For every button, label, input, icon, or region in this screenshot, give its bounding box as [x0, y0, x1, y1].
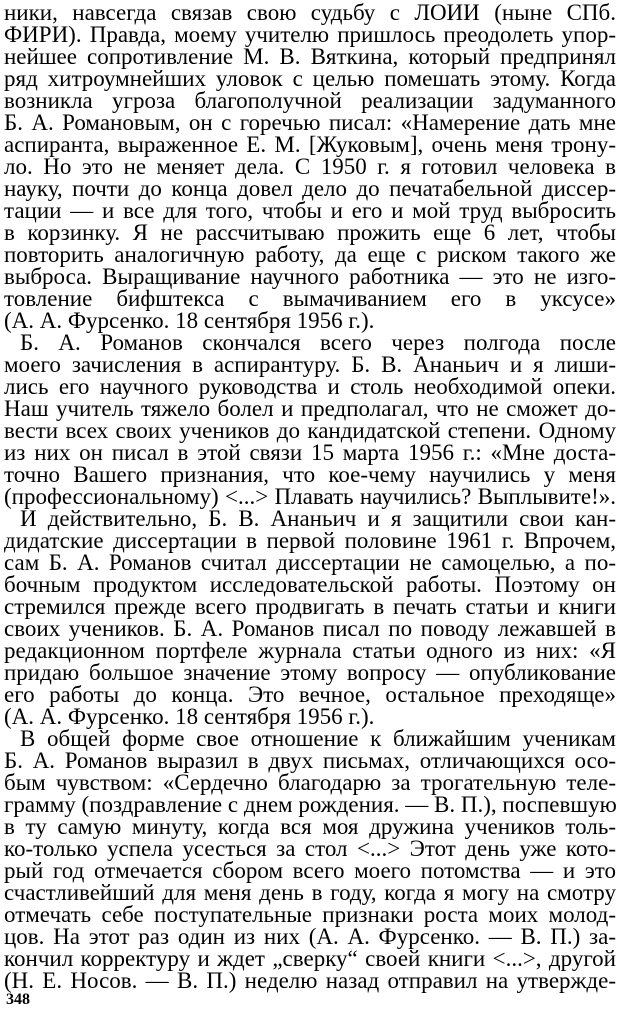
text-line: нейшее сопротивление М. В. Вяткина, который предпринял — [4, 44, 616, 69]
text-line: ники, навсегда связав свою судьбу с ЛОИИ (ныне СПб. — [4, 0, 616, 25]
text-line: Б. А. Романов выразил в двух письмах, отличающихся осо- — [4, 748, 616, 773]
text-line: ло. Но это не меняет дела. С 1950 г. я готовил человека в — [4, 154, 616, 179]
text-line: аспиранта, выраженное Е. М. [Жуковым], очень меня трону- — [4, 132, 616, 157]
text-line: грамму (поздравление с днем рождения. — В. П.), поспевшую — [4, 792, 617, 817]
text-line: в корзинку. Я не рассчитываю прожить еще 6 лет, чтобы — [4, 220, 616, 245]
book-page — [4, 0, 616, 1016]
text-line: точно Вашего признания, что кое-чему научились у меня — [4, 462, 616, 487]
text-line: науку, почти до конца довел дело до печатабельной диссер- — [4, 176, 616, 201]
text-line: лись его научного руководства и столь необходимой опеки. — [4, 374, 616, 399]
text-line: бым чувством: «Сердечно благодарю за трогательную теле- — [4, 770, 616, 795]
text-line: цов. На этот раз один из них (А. А. Фурсенко. — В. П.) за- — [4, 924, 616, 949]
text-line: (А. А. Фурсенко. 18 сентября 1956 г.). — [4, 308, 375, 333]
text-line: счастливейший для меня день в году, когда я могу на смотру — [4, 880, 616, 905]
text-line: стремился прежде всего продвигать в печать статьи и книги — [4, 594, 616, 619]
text-line: В общей форме свое отношение к ближайшим ученикам — [20, 726, 616, 751]
text-line: моего зачисления в аспирантуру. Б. В. Ананьич и я лиши- — [4, 352, 616, 377]
text-line: выброса. Выращивание научного работника — это не изго- — [4, 264, 616, 289]
text-line: Б. А. Романов скончался всего через полгода после — [20, 330, 616, 355]
text-line: ряд хитроумнейших уловок с целью помешать этому. Когда — [4, 66, 616, 91]
page-number: 348 — [6, 991, 30, 1008]
text-line: ко-только успела усесться за стол <...> Этот день уже кото- — [4, 836, 616, 861]
text-line: своих учеников. Б. А. Романов писал по поводу лежавшей в — [4, 616, 616, 641]
text-line: Б. А. Романовым, он с горечью писал: «Намерение дать мне — [4, 110, 616, 135]
text-line: его работы до конца. Это вечное, остальное преходяще» — [4, 682, 616, 707]
text-line: тации — и все для того, чтобы и его и мой труд выбросить — [4, 198, 616, 223]
text-line: И действительно, Б. В. Ананьич и я защитили свои кан- — [20, 506, 616, 531]
text-line: сам Б. А. Романов считал диссертации не самоцелью, а по- — [4, 550, 616, 575]
text-line: из них он писал в этой связи 15 марта 1956 г.: «Мне доста- — [4, 440, 616, 465]
text-line: вести всех своих учеников до кандидатской степени. Одному — [4, 418, 616, 443]
text-line: редакционном портфеле журнала статьи одного из них: «Я — [4, 638, 616, 663]
text-line: придаю большое значение этому вопросу — опубликование — [4, 660, 616, 685]
text-line: дидатские диссертации в первой половине 1961 г. Впрочем, — [4, 528, 616, 553]
text-line: ФИРИ). Правда, моему учителю пришлось преодолеть упор- — [4, 22, 616, 47]
text-line: товление бифштекса с вымачиванием его в уксусе» — [4, 286, 616, 311]
text-line: в ту самую минуту, когда вся моя дружина учеников толь- — [4, 814, 616, 839]
text-line: повторить аналогичную работу, да еще с риском такого же — [4, 242, 616, 267]
text-line: (профессиональному) <...> Плавать научились? Выплывите!». — [4, 484, 616, 509]
text-line: рый год отмечается сбором всего моего потомства — и это — [4, 858, 616, 883]
text-line: бочным продуктом исследовательской работы. Поэтому он — [4, 572, 616, 597]
text-line: Наш учитель тяжело болел и предполагал, что не сможет до- — [4, 396, 616, 421]
text-line: кончил корректуру и ждет „сверку“ своей книги <...>, другой — [4, 946, 616, 971]
text-line: (А. А. Фурсенко. 18 сентября 1956 г.). — [4, 704, 375, 729]
text-line: отмечать себе поступательные признаки роста моих молод- — [4, 902, 616, 927]
text-line: возникла угроза благополучной реализации задуманного — [4, 88, 616, 113]
text-line: (Н. Е. Носов. — В. П.) неделю назад отправил на утвержде- — [4, 968, 616, 993]
